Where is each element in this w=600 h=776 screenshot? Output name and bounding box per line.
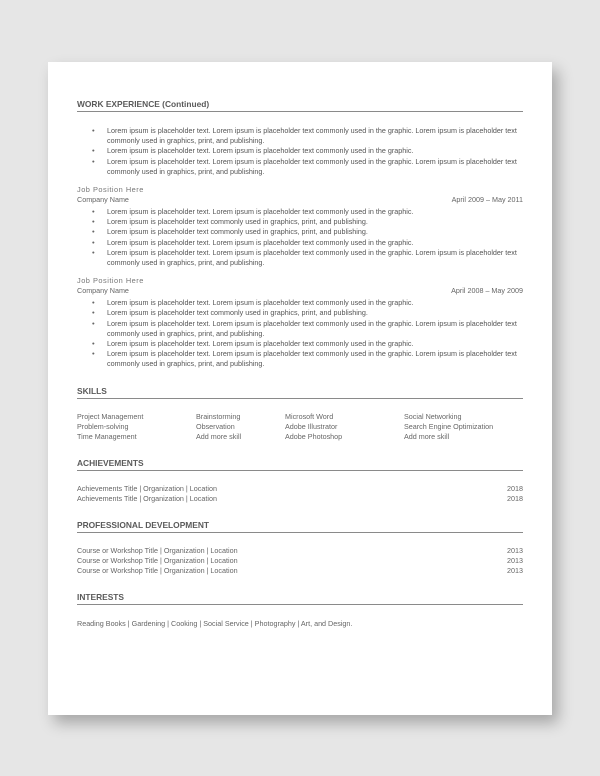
bullet-item: • Lorem ipsum is placeholder text. Lorem ipsum is placeholder text commonly used in the graphic. [107, 238, 523, 248]
bullet-item: • Lorem ipsum is placeholder text commonly used in graphics, print, and publishing. [107, 227, 523, 237]
achievement-year: 2018 [507, 493, 523, 503]
development-row [77, 556, 523, 566]
bullet-list [77, 126, 523, 177]
bullet-item: • Lorem ipsum is placeholder text. Lorem ipsum is placeholder text commonly used in the graphic. Lorem ipsum is placeholder text commonly used in graphics, print, and publishing. [107, 319, 523, 339]
section-title-development: PROFESSIONAL DEVELOPMENT [77, 520, 523, 533]
interests-text: Reading Books | Gardening | Cooking | Social Service | Photography | Art, and Design. [77, 618, 353, 628]
job-dates: April 2008 – May 2009 [451, 286, 523, 296]
development-year: 2013 [507, 545, 523, 555]
job-entry [77, 276, 523, 369]
skill-item: Brainstorming [196, 411, 241, 421]
resume-page [48, 62, 552, 715]
development-row [77, 566, 523, 576]
bullet-item: • Lorem ipsum is placeholder text. Lorem ipsum is placeholder text commonly used in the graphic. [107, 298, 523, 308]
company-name: Company Name [77, 195, 129, 205]
development-text: Course or Workshop Title | Organization | Location [77, 555, 238, 565]
skill-item: Add more skill [196, 431, 242, 441]
bullet-item: • Lorem ipsum is placeholder text. Lorem ipsum is placeholder text commonly used in the graphic. [107, 146, 523, 156]
achievement-text: Achievements Title | Organization | Location [77, 493, 217, 503]
company-row [77, 195, 523, 205]
section-title-achievements: ACHIEVEMENTS [77, 458, 523, 471]
bullet-list [77, 207, 523, 268]
development-text: Course or Workshop Title | Organization | Location [77, 565, 238, 575]
skill-item: Observation [196, 421, 235, 431]
achievements-list [77, 484, 523, 504]
achievement-year: 2018 [507, 483, 523, 493]
skill-item: Microsoft Word [285, 411, 334, 421]
achievement-text: Achievements Title | Organization | Location [77, 483, 217, 493]
achievement-row [77, 494, 523, 504]
development-list [77, 546, 523, 576]
skill-item: Project Management [77, 411, 144, 421]
resume-content [77, 99, 523, 629]
skill-item: Search Engine Optimization [404, 421, 494, 431]
achievement-row [77, 484, 523, 494]
bullet-item: • Lorem ipsum is placeholder text. Lorem ipsum is placeholder text commonly used in the graphic. Lorem ipsum is placeholder text commonly used in graphics, print, and publishing. [107, 126, 523, 146]
skill-item: Adobe Photoshop [285, 431, 343, 441]
company-row [77, 286, 523, 296]
bullet-item: • Lorem ipsum is placeholder text. Lorem ipsum is placeholder text commonly used in the graphic. [107, 339, 523, 349]
bullet-list [77, 298, 523, 369]
development-text: Course or Workshop Title | Organization | Location [77, 545, 238, 555]
bullet-item: • Lorem ipsum is placeholder text. Lorem ipsum is placeholder text commonly used in the graphic. Lorem ipsum is placeholder text commonly used in graphics, print, and publishing. [107, 349, 523, 369]
skill-item: Social Networking [404, 411, 462, 421]
skill-item: Adobe Illustrator [285, 421, 338, 431]
skills-grid [77, 412, 523, 442]
section-title-work: WORK EXPERIENCE (Continued) [77, 99, 523, 112]
job-entry [77, 185, 523, 268]
skill-item: Add more skill [404, 431, 450, 441]
skill-item: Problem-solving [77, 421, 129, 431]
job-position: Job Position Here [77, 185, 144, 195]
company-name: Company Name [77, 286, 129, 296]
section-title-interests: INTERESTS [77, 592, 523, 605]
bullet-item: • Lorem ipsum is placeholder text. Lorem ipsum is placeholder text commonly used in the graphic. [107, 207, 523, 217]
section-title-skills: SKILLS [77, 386, 523, 399]
bullet-item: • Lorem ipsum is placeholder text commonly used in graphics, print, and publishing. [107, 217, 523, 227]
development-year: 2013 [507, 565, 523, 575]
development-year: 2013 [507, 555, 523, 565]
job-position: Job Position Here [77, 276, 144, 286]
bullet-item: • Lorem ipsum is placeholder text commonly used in graphics, print, and publishing. [107, 308, 523, 318]
bullet-item: • Lorem ipsum is placeholder text. Lorem ipsum is placeholder text commonly used in the graphic. Lorem ipsum is placeholder text commonly used in graphics, print, and publishing. [107, 248, 523, 268]
bullet-item: • Lorem ipsum is placeholder text. Lorem ipsum is placeholder text commonly used in the graphic. Lorem ipsum is placeholder text commonly used in graphics, print, and publishing. [107, 157, 523, 177]
skill-item: Time Management [77, 431, 137, 441]
development-row [77, 546, 523, 556]
job-dates: April 2009 – May 2011 [451, 195, 523, 205]
